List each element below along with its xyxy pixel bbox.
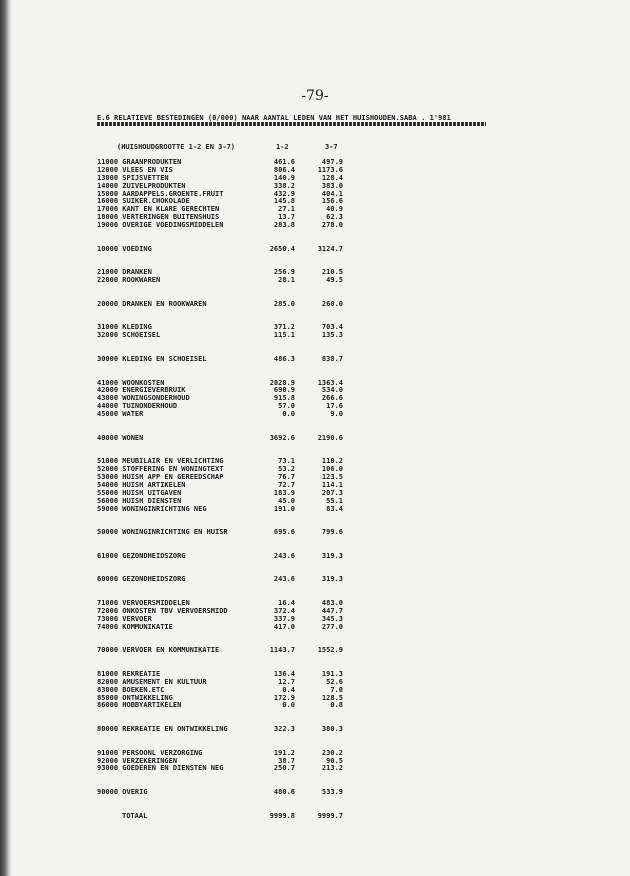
value-1-2: 115.1 [273, 331, 295, 340]
value-1-2: 0.0 [282, 410, 295, 418]
value-3-7: 838.7 [321, 354, 343, 363]
value-1-2: 690.9 [273, 386, 295, 395]
value-3-7: 114.1 [321, 480, 343, 489]
title-double-rule [97, 122, 486, 126]
subtotal-row [97, 246, 357, 254]
value-1-2: 256.9 [273, 268, 295, 277]
value-3-7: 17.6 [326, 402, 343, 411]
subtotal-row [97, 356, 357, 364]
value-1-2: 285.0 [273, 299, 295, 308]
column-header-label: (HUISHOUDGROOTTE 1-2 EN 3-7) [117, 143, 236, 151]
subtotal-row [97, 726, 357, 734]
row-label: 72000 ONKOSTEN TBV VERVOERSMIDD [97, 606, 228, 615]
row-label: 13000 SPIJSVETTEN [97, 173, 169, 182]
value-1-2: 191.0 [273, 504, 295, 513]
row-spacer [97, 773, 357, 789]
value-3-7: 213.2 [321, 764, 343, 773]
value-1-2: 140.9 [273, 173, 295, 182]
row-label: 90000 OVERIG [97, 788, 148, 796]
value-3-7: 106.0 [321, 465, 343, 474]
value-3-7: 534.0 [321, 386, 343, 395]
row-label: 50000 WONINGINRICHTING EN HUISR [97, 528, 228, 537]
row-label: 71000 VERVOERSMIDDELEN [97, 599, 190, 607]
value-3-7: 3124.7 [317, 244, 343, 253]
value-3-7: 128.5 [321, 693, 343, 702]
value-1-2: 2650.4 [269, 244, 295, 253]
value-1-2: 45.0 [278, 496, 295, 505]
row-label: 45000 WATER [97, 410, 144, 418]
value-1-2: 461.6 [273, 158, 295, 166]
row-label: 60000 GEZONDHEIDSZORG [97, 575, 186, 584]
row-label: TOTAAL [122, 811, 148, 820]
row-label: 61000 GEZONDHEIDSZORG [97, 551, 186, 560]
row-label: 41000 WOONKOSTEN [97, 378, 165, 387]
row-label: 16000 SUIKER.CHOKOLADE [97, 197, 190, 206]
table-title: E.6 RELATIEVE BESTEDINGEN (0/000) NAAR AANTAL LEDEN VAN HET HUISHOUDEN.SABA . 1'981 [97, 114, 451, 122]
row-spacer [97, 285, 357, 301]
value-1-2: 3692.6 [269, 433, 295, 442]
value-3-7: 90.5 [326, 756, 343, 765]
table-row [97, 506, 357, 514]
row-label: 17000 KANT EN KLARE GERECHTEN [97, 205, 220, 214]
value-1-2: 243.6 [273, 551, 295, 560]
row-label: 31000 KLEDING [97, 323, 152, 332]
table-row [97, 332, 357, 340]
value-3-7: 703.4 [321, 323, 343, 332]
value-1-2: 16.4 [278, 599, 295, 607]
row-label: 10000 VOEDING [97, 244, 152, 253]
row-label: 14000 ZUIVELPRODUKTEN [97, 181, 186, 190]
value-3-7: 447.7 [321, 606, 343, 615]
value-1-2: 1143.7 [269, 646, 295, 655]
row-label: 20000 DRANKEN EN ROOKWAREN [97, 299, 207, 308]
value-1-2: 250.7 [273, 764, 295, 773]
subtotal-row [97, 529, 357, 537]
value-1-2: 243.6 [273, 575, 295, 584]
value-1-2: 12.7 [278, 677, 295, 686]
value-1-2: 38.7 [278, 756, 295, 765]
row-spacer [97, 797, 357, 813]
value-1-2: 28.1 [278, 276, 295, 285]
row-label: 93000 GOEDEREN EN DIENSTEN NEG [97, 764, 224, 773]
page-number: -79- [301, 88, 329, 104]
table-row [97, 765, 357, 773]
value-3-7: 497.9 [321, 158, 343, 166]
value-3-7: 52.6 [326, 677, 343, 686]
value-1-2: 53.2 [278, 465, 295, 474]
row-spacer [97, 710, 357, 726]
value-1-2: 371.2 [273, 323, 295, 332]
row-spacer [97, 419, 357, 435]
row-label: 44000 TUINONDERHOUD [97, 402, 178, 411]
value-1-2: 183.9 [273, 488, 295, 497]
row-label: 74000 KOMMUNIKATIE [97, 622, 173, 631]
value-3-7: 156.6 [321, 197, 343, 206]
value-3-7: 7.0 [330, 685, 343, 694]
row-spacer [97, 309, 357, 325]
row-label: 40000 WONEN [97, 433, 144, 442]
row-label: 80000 REKREATIE EN ONTWIKKELING [97, 725, 228, 733]
value-1-2: 145.8 [273, 197, 295, 206]
value-3-7: 55.1 [326, 496, 343, 505]
row-spacer [97, 443, 357, 459]
subtotal-row [97, 789, 357, 797]
row-label: 70000 VERVOER EN KOMMUNIKATIE [97, 646, 220, 655]
row-label: 51000 MEUBILAIR EN VERLICHTING [97, 457, 224, 466]
value-3-7: 230.2 [321, 748, 343, 757]
row-label: 86000 HOBBYARTIKELEN [97, 701, 182, 710]
row-label: 81000 REKREATIE [97, 669, 161, 678]
column-header-3-7: 3-7 [325, 143, 338, 151]
value-3-7: 266.6 [321, 394, 343, 403]
value-3-7: 345.3 [321, 614, 343, 623]
value-3-7: 277.0 [321, 622, 343, 631]
value-1-2: 13.7 [278, 213, 295, 222]
value-1-2: 338.2 [273, 181, 295, 190]
value-3-7: 128.4 [321, 173, 343, 182]
value-3-7: 110.2 [321, 457, 343, 466]
row-label: 19000 OVERIGE VOEDINGSMIDDELEN [97, 221, 224, 229]
value-3-7: 1173.6 [317, 165, 343, 174]
value-3-7: 1552.9 [317, 646, 343, 655]
row-label: 52000 STOFFERING EN WONINGTEXT [97, 465, 224, 474]
row-spacer [97, 561, 357, 577]
value-3-7: 483.0 [321, 599, 343, 607]
value-1-2: 0.0 [282, 701, 295, 710]
value-3-7: 207.3 [321, 488, 343, 497]
row-spacer [97, 254, 357, 270]
value-3-7: 380.3 [321, 725, 343, 733]
value-3-7: 1363.4 [317, 378, 343, 387]
row-label: 15000 AARDAPPELS.GROENTE.FRUIT [97, 189, 224, 198]
value-1-2: 915.8 [273, 394, 295, 403]
expenditure-table [97, 159, 357, 821]
value-1-2: 172.9 [273, 693, 295, 702]
value-3-7: 799.6 [321, 528, 343, 537]
value-3-7: 49.5 [326, 276, 343, 285]
subtotal-row [97, 647, 357, 655]
row-label: 30000 KLEDING EN SCHOEISEL [97, 354, 207, 363]
value-1-2: 480.6 [273, 788, 295, 796]
row-label: 11000 GRAANPRODUKTEN [97, 158, 182, 166]
value-1-2: 486.3 [273, 354, 295, 363]
row-spacer [97, 734, 357, 750]
grand-total-row [97, 813, 357, 821]
table-row [97, 624, 357, 632]
row-label: 92000 VERZEKERINGEN [97, 756, 178, 765]
value-1-2: 76.7 [278, 473, 295, 481]
value-3-7: 383.0 [321, 181, 343, 190]
row-label: 53000 HUISH APP EN GEREEDSCHAP [97, 473, 224, 481]
value-3-7: 210.5 [321, 268, 343, 277]
value-1-2: 283.8 [273, 221, 295, 229]
row-spacer [97, 364, 357, 380]
value-3-7: 191.3 [321, 669, 343, 678]
value-1-2: 806.4 [273, 165, 295, 174]
row-label: 12000 VLEES EN VIS [97, 165, 173, 174]
value-3-7: 404.1 [321, 189, 343, 198]
value-3-7: 9.0 [330, 410, 343, 418]
value-3-7: 319.3 [321, 551, 343, 560]
value-1-2: 0.4 [282, 685, 295, 694]
value-1-2: 27.1 [278, 205, 295, 214]
table-row [97, 411, 357, 419]
value-1-2: 57.0 [278, 402, 295, 411]
row-label: 22000 ROOKWAREN [97, 276, 161, 285]
value-3-7: 0.8 [330, 701, 343, 710]
row-label: 18000 VERTERINGEN BUITENSHUIS [97, 213, 220, 222]
value-1-2: 322.3 [273, 725, 295, 733]
value-1-2: 337.9 [273, 614, 295, 623]
subtotal-row [97, 301, 357, 309]
value-1-2: 136.4 [273, 669, 295, 678]
row-label: 82000 AMUSEMENT EN KULTUUR [97, 677, 207, 686]
value-3-7: 533.9 [321, 788, 343, 796]
value-3-7: 9999.7 [317, 811, 343, 820]
value-3-7: 123.5 [321, 473, 343, 481]
row-label: 55000 HUISH UITGAVEN [97, 488, 182, 497]
value-1-2: 695.6 [273, 528, 295, 537]
row-spacer [97, 230, 357, 246]
row-label: 56000 HUISH DIENSTEN [97, 496, 182, 505]
value-3-7: 135.3 [321, 331, 343, 340]
table-row [97, 277, 357, 285]
value-1-2: 191.2 [273, 748, 295, 757]
row-label: 85000 ONTWIKKELING [97, 693, 173, 702]
table-row [97, 702, 357, 710]
value-1-2: 72.7 [278, 480, 295, 489]
row-label: 43000 WONINGSONDERHOUD [97, 394, 190, 403]
row-spacer [97, 632, 357, 648]
column-header-1-2: 1-2 [276, 143, 289, 151]
row-spacer [97, 340, 357, 356]
row-label: 83000 BOEKEN.ETC [97, 685, 165, 694]
value-1-2: 73.1 [278, 457, 295, 466]
value-3-7: 260.0 [321, 299, 343, 308]
value-3-7: 40.9 [326, 205, 343, 214]
value-1-2: 417.0 [273, 622, 295, 631]
subtotal-row [97, 435, 357, 443]
row-spacer [97, 584, 357, 600]
row-label: 54000 HUISH ARTIKELEN [97, 480, 186, 489]
row-label: 59000 WONINGINRICHTING NEG [97, 504, 207, 513]
value-3-7: 83.4 [326, 504, 343, 513]
value-3-7: 2190.6 [317, 433, 343, 442]
value-3-7: 319.3 [321, 575, 343, 584]
value-3-7: 62.3 [326, 213, 343, 222]
row-label: 91000 PERSOONL VERZORGING [97, 748, 203, 757]
table-row [97, 222, 357, 230]
row-label: 21000 DRANKEN [97, 268, 152, 277]
value-1-2: 9999.8 [269, 811, 295, 820]
value-3-7: 278.0 [321, 221, 343, 229]
value-1-2: 2028.9 [269, 378, 295, 387]
page-binding-edge [0, 0, 12, 876]
subtotal-row [97, 576, 357, 584]
row-label: 32000 SCHOEISEL [97, 331, 161, 340]
row-spacer [97, 655, 357, 671]
row-label: 42000 ENERGIEVERBRUIK [97, 386, 186, 395]
table-row [97, 553, 357, 561]
row-spacer [97, 537, 357, 553]
row-spacer [97, 513, 357, 529]
value-1-2: 372.4 [273, 606, 295, 615]
row-label: 73000 VERVOER [97, 614, 152, 623]
value-1-2: 432.9 [273, 189, 295, 198]
